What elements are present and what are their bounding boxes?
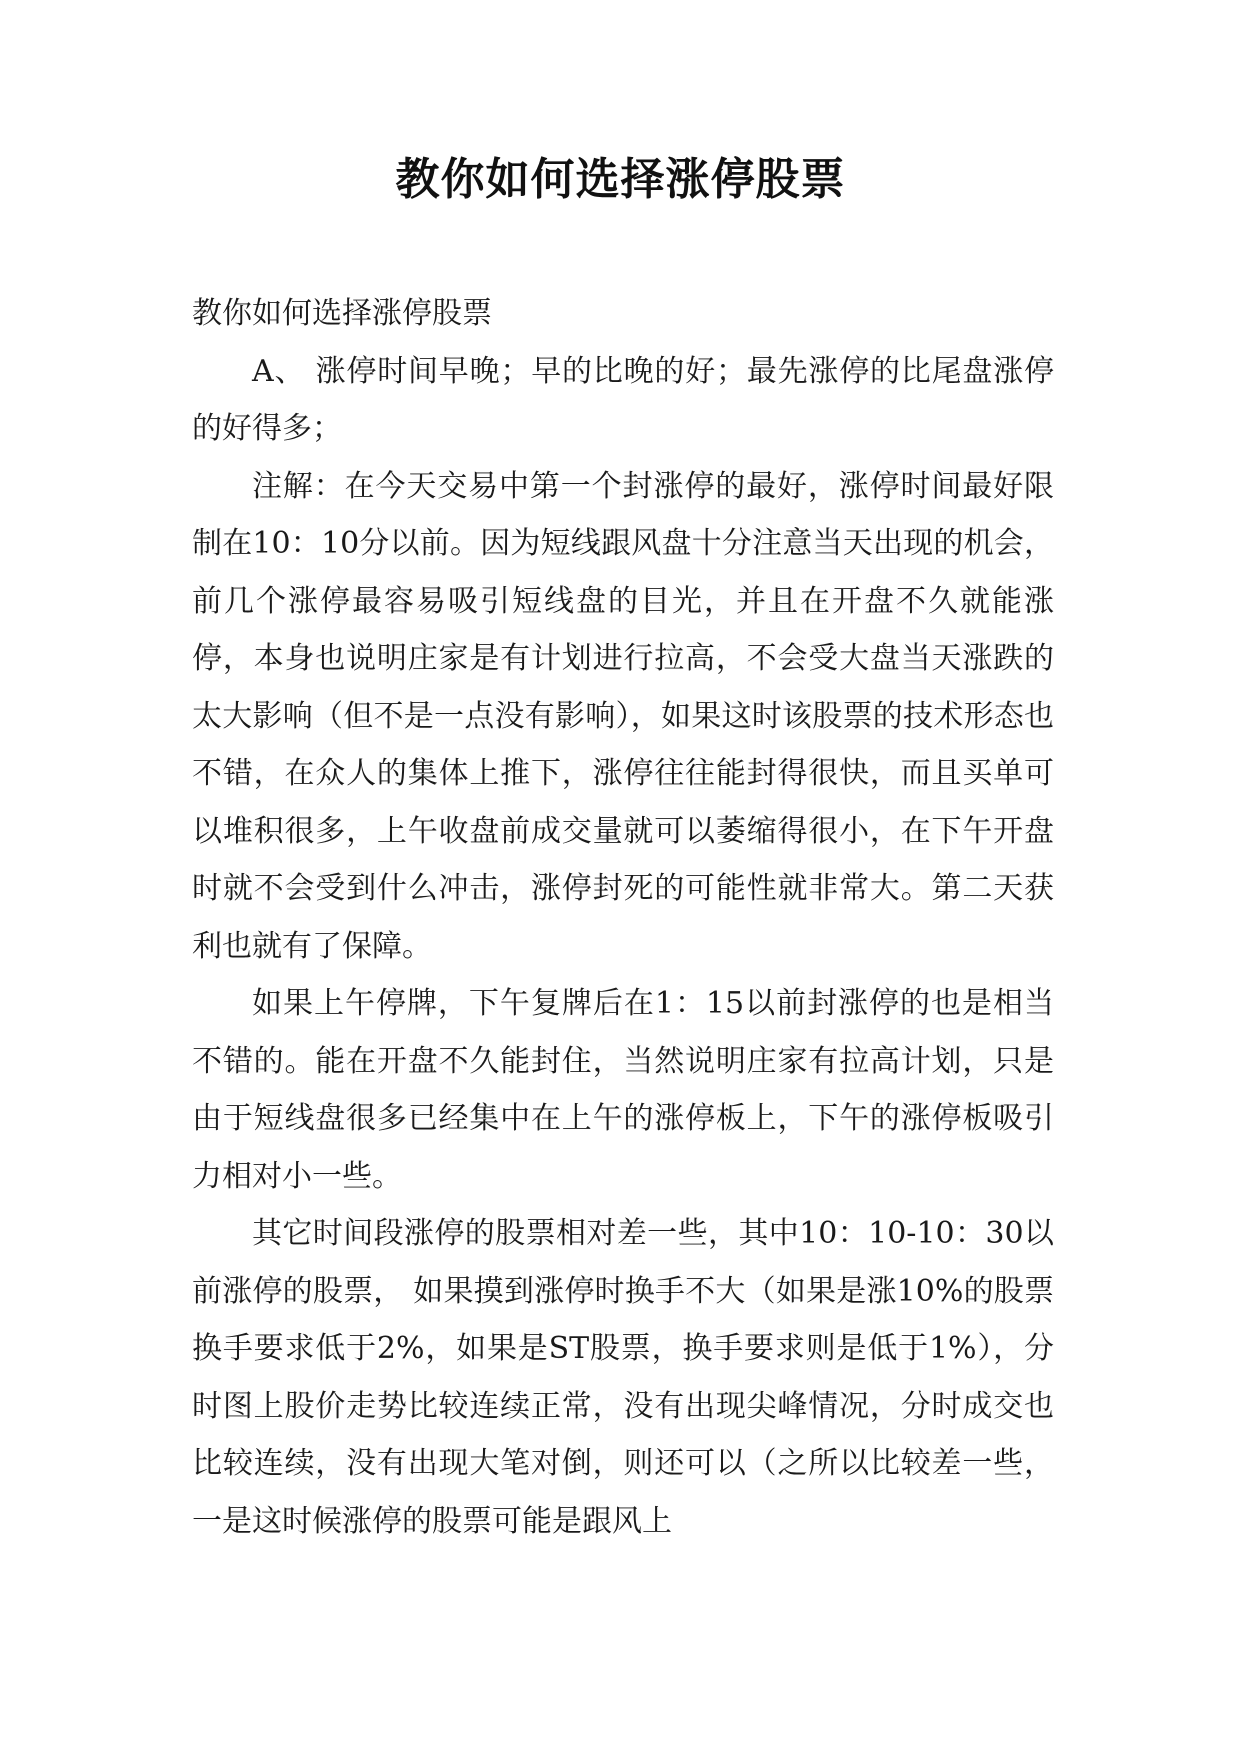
paragraph-annotation: 注解：在今天交易中第一个封涨停的最好，涨停时间最好限制在10：10分以前。因为短线跟风盘十分注意当天出现的机会，前几个涨停最容易吸引短线盘的目光，并且在开盘不久就能涨停，本身也说明庄家是有计划进行拉高，不会受大盘当天涨跌的太大影响（但不是一点没有影响），如果这时该股票的技术形态也不错，在众人的集体上推下，涨停往往能封得很快，而且买单可以堆积很多，上午收盘前成交量就可以萎缩得很小，在下午开盘时就不会受到什么冲击，涨停封死的可能性就非常大。第二天获利也就有了保障。 bbox=[192, 468, 1054, 964]
body-heading: 教你如何选择涨停股票 bbox=[192, 296, 492, 331]
paragraph-afternoon-resume: 如果上午停牌，下午复牌后在1：15以前封涨停的也是相当不错的。能在开盘不久能封住，当然说明庄家有拉高计划，只是由于短线盘很多已经集中在上午的涨停板上，下午的涨停板吸引力相对小一些。 bbox=[192, 986, 1054, 1194]
paragraph-rule-a: A、 涨停时间早晚；早的比晚的好；最先涨停的比尾盘涨停的好得多； bbox=[192, 353, 1054, 446]
document-body bbox=[192, 285, 1054, 1550]
document-title: 教你如何选择涨停股票 bbox=[395, 154, 846, 205]
paragraph-other-periods: 其它时间段涨停的股票相对差一些，其中10：10-10：30以前涨停的股票， 如果摸到涨停时换手不大（如果是涨10%的股票换手要求低于2%，如果是ST股票，换手要求则是低于1%），分时图上股价走势比较连续正常，没有出现尖峰情况，分时成交也比较连续，没有出现大笔对倒，则还可以（之所以比较差一些，一是这时候涨停的股票可能是跟风上 bbox=[192, 1216, 1054, 1539]
